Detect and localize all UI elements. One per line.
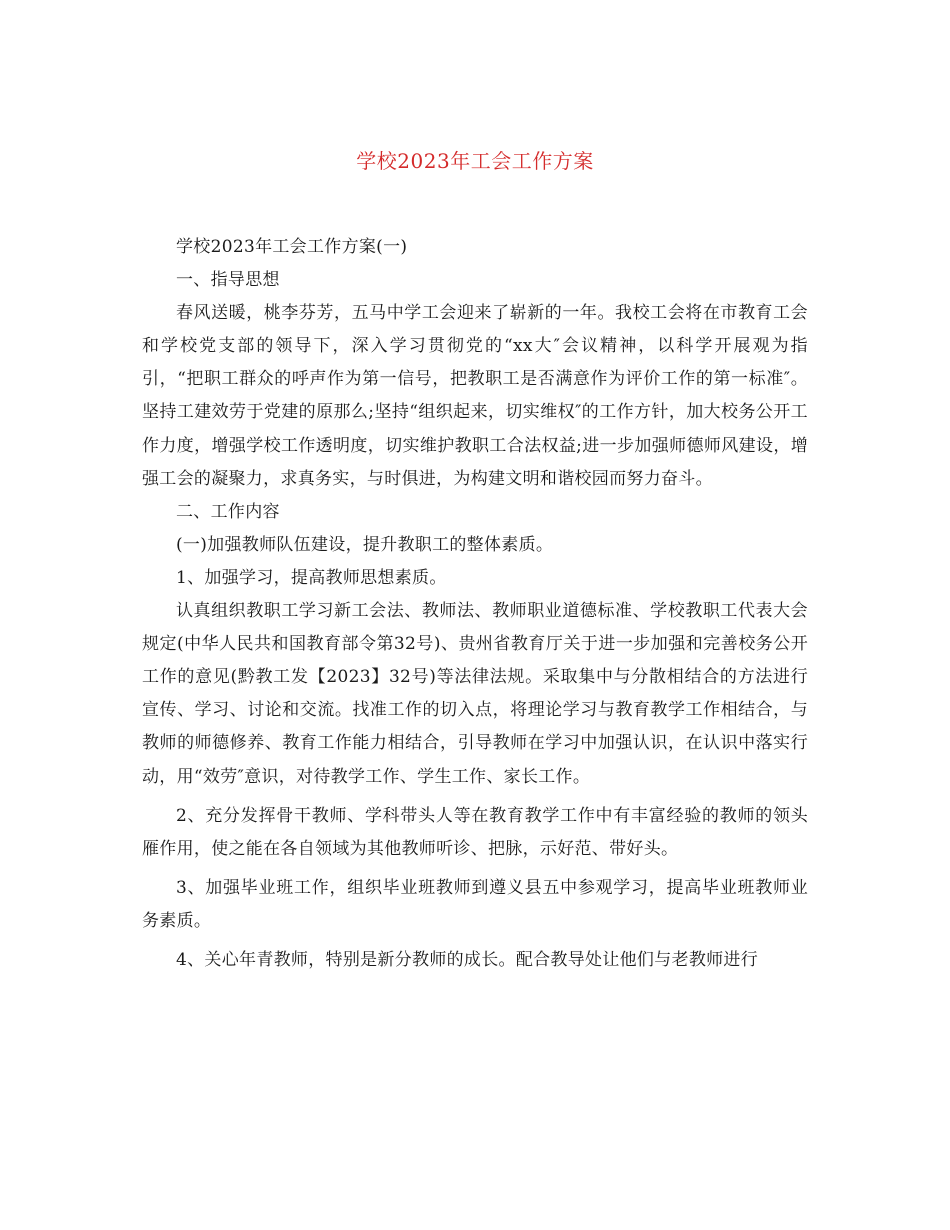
subsection-heading: 一、指导思想 [176,270,280,291]
section-heading: 学校2023年工会工作方案(一) [176,237,408,257]
body-paragraph: 春风送暖，桃李芬芳，五马中学工会迎来了崭新的一年。我校工会将在市教育工会和学校党支部的领导下，深入学习贯彻党的“xx大″会议精神，以科学开展观为指引，“把职工群众的呼声作为第一信号，把教职工是否满意作为评价工作的第一标准″。坚持工建效劳于党建的原那么;坚持“组织起来，切实维权″的工作方针，加大校务公开工作力度，增强学校工作透明度，切实维护教职工合法权益;进一步加强师德师风建设，增强工会的凝聚力，求真务实，与时俱进，为构建文明和谐校园而努力奋斗。 [142,303,808,489]
body-paragraph: 认真组织教职工学习新工会法、教师法、教师职业道德标准、学校教职工代表大会规定(中华人民共和国教育部令第32号)、贵州省教育厅关于进一步加强和完善校务公开工作的意见(黔教工发【2023】32号)等法律法规。采取集中与分散相结合的方法进行宣传、学习、讨论和交流。找准工作的切入点，将理论学习与教育教学工作相结合，与教师的师德修养、教育工作能力相结合，引导教师在学习中加强认识，在认识中落实行动，用“效劳″意识，对待教学工作、学生工作、家长工作。 [142,601,808,787]
list-heading: (一)加强教师队伍建设，提升教职工的整体素质。 [176,534,554,555]
list-item: 2、充分发挥骨干教师、学科带头人等在教育教学工作中有丰富经验的教师的领头雁作用，使之能在各自领域为其他教师听诊、把脉，示好范、带好头。 [142,805,808,859]
list-item: 3、加强毕业班工作，组织毕业班教师到遵义县五中参观学习，提高毕业班教师业务素质。 [142,877,808,931]
subsection-heading: 二、工作内容 [176,501,280,522]
document-body [142,231,808,977]
list-item: 1、加强学习，提高教师思想素质。 [176,567,447,588]
document-title: 学校2023年工会工作方案 [356,149,594,173]
list-item: 4、关心年青教师，特别是新分教师的成长。配合教导处让他们与老教师进行 [176,949,759,970]
